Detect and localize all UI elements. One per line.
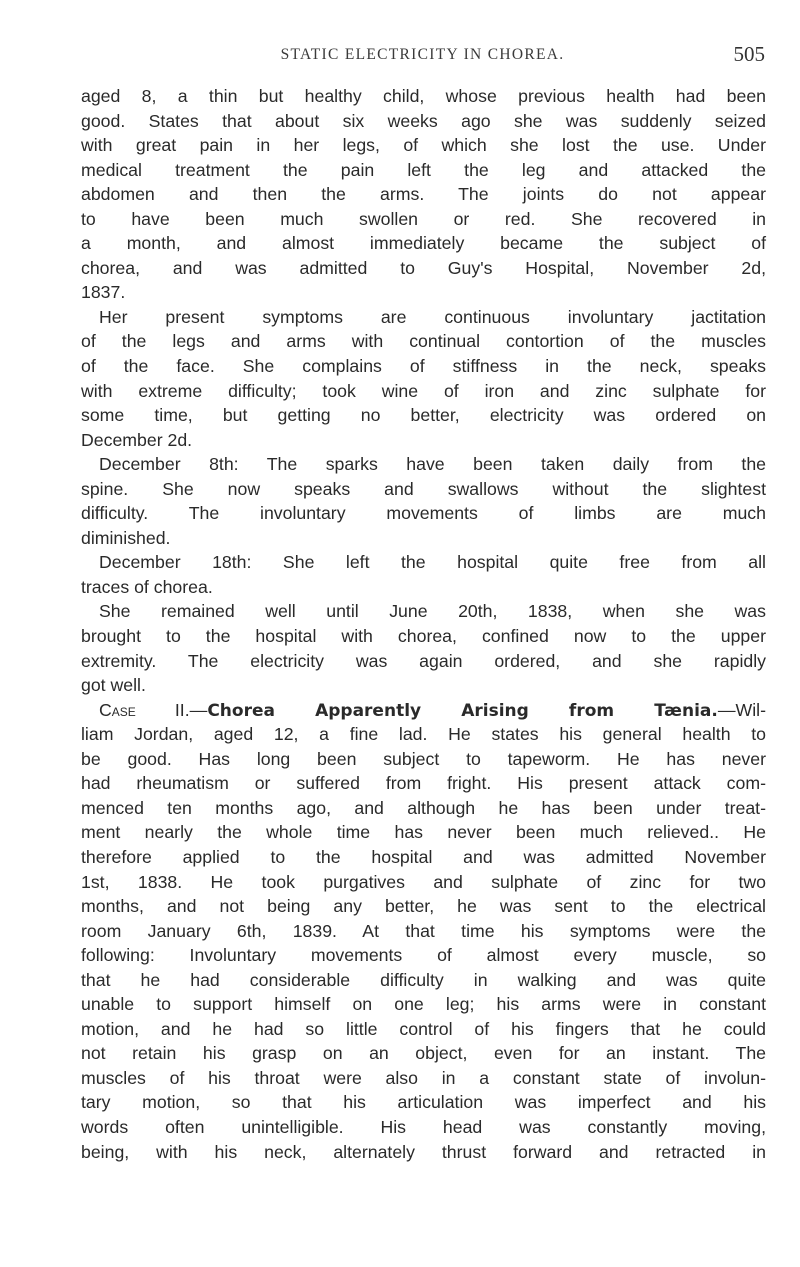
case-title: Chorea Apparently Arising from Tænia. <box>207 700 718 721</box>
text-line: aged 8, a thin but healthy child, whose previous health had been <box>81 86 766 106</box>
text-line: words often unintelligible. His head was constantly moving, <box>81 1116 766 1137</box>
text-line: menced ten months ago, and although he has been under treat- <box>81 797 766 818</box>
text-line: Her present symptoms are continuous involuntary jactitation <box>99 306 766 327</box>
text-line: being, with his neck, alternately thrust forward and retracted in <box>81 1141 766 1162</box>
text-line: chorea, and was admitted to Guy's Hospital, November 2d, <box>81 257 766 278</box>
text-line: be good. Has long been subject to tapeworm. He has never <box>81 748 766 769</box>
running-title: STATIC ELECTRICITY IN CHOREA. <box>280 46 565 63</box>
text-line: December 8th: The sparks have been taken daily from the <box>99 454 766 475</box>
case-heading-line <box>81 698 766 723</box>
text-line: brought to the hospital with chorea, confined now to the upper <box>81 626 766 647</box>
text-line: to have been much swollen or red. She recovered in <box>81 208 766 229</box>
text-line: had rheumatism or suffered from fright. His present attack com- <box>81 773 766 794</box>
text-line: following: Involuntary movements of almost every muscle, so <box>81 945 766 966</box>
text-line: abdomen and then the arms. The joints do not appear <box>81 184 766 205</box>
text-line: with extreme difficulty; took wine of iron and zinc sulphate for <box>81 380 766 401</box>
text-line: medical treatment the pain left the leg and attacked the <box>81 159 766 180</box>
text-line: diminished. <box>81 527 171 548</box>
text-line: She remained well until June 20th, 1838, when she was <box>99 601 766 622</box>
text-line: December 18th: She left the hospital quite free from all <box>99 552 766 573</box>
text-line: motion, and he had so little control of his fingers that he could <box>81 1018 766 1039</box>
text-line: liam Jordan, aged 12, a fine lad. He states his general health to <box>81 724 766 745</box>
text-line: some time, but getting no better, electricity was ordered on <box>81 405 766 426</box>
text-line: of the legs and arms with continual contortion of the muscles <box>81 331 766 352</box>
text-line: December 2d. <box>81 429 193 450</box>
text-line: traces of chorea. <box>81 576 213 597</box>
text-line: room January 6th, 1839. At that time his symptoms were the <box>81 920 766 941</box>
text-line: 1837. <box>81 282 126 303</box>
text-line: difficulty. The involuntary movements of limbs are much <box>81 503 766 524</box>
text-line: a month, and almost immediately became the subject of <box>81 233 766 254</box>
text-line: tary motion, so that his articulation was imperfect and his <box>81 1092 766 1113</box>
case-dash: — <box>189 699 208 720</box>
text-line: extremity. The electricity was again ordered, and she rapidly <box>81 650 766 671</box>
body-text <box>81 84 766 1164</box>
text-line: not retain his grasp on an object, even for an instant. The <box>81 1043 766 1064</box>
text-line: spine. She now speaks and swallows without the slightest <box>81 478 766 499</box>
text-line: unable to support himself on one leg; his arms were in constant <box>81 994 766 1015</box>
text-line: that he had considerable difficulty in walking and was quite <box>81 969 766 990</box>
text-line: of the face. She complains of stiffness in the neck, speaks <box>81 356 766 377</box>
page-number: 505 <box>733 42 765 66</box>
text-line: good. States that about six weeks ago she was suddenly seized <box>81 110 766 131</box>
running-head <box>80 42 765 76</box>
case-label: Case II. <box>99 699 190 720</box>
text-line: 1st, 1838. He took purgatives and sulphate of zinc for two <box>81 871 766 892</box>
text-line: therefore applied to the hospital and was admitted November <box>81 846 766 867</box>
text-line: muscles of his throat were also in a constant state of involun- <box>81 1067 766 1088</box>
text-line: ment nearly the whole time has never been much relieved.. He <box>81 822 766 843</box>
text-line: months, and not being any better, he was sent to the electrical <box>81 896 766 917</box>
case-trail: —Wil- <box>717 699 766 720</box>
text-line: got well. <box>81 675 146 696</box>
text-line: with great pain in her legs, of which she lost the use. Under <box>81 135 766 156</box>
